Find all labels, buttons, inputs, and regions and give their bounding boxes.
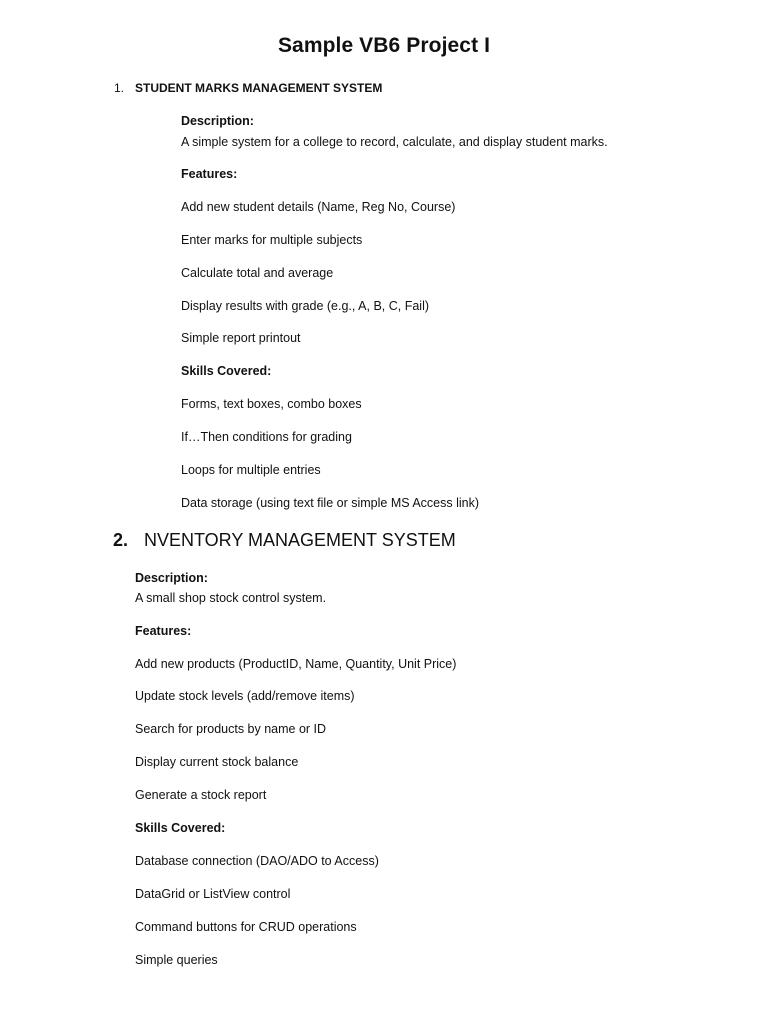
section-2-skill-item: Command buttons for CRUD operations <box>135 920 357 934</box>
section-2-feature-item: Update stock levels (add/remove items) <box>135 689 355 703</box>
section-2-skill-item: DataGrid or ListView control <box>135 887 291 901</box>
section-1-skills-label: Skills Covered: <box>181 364 272 378</box>
section-2-feature-item: Search for products by name or ID <box>135 722 327 736</box>
section-1-skill-item: Loops for multiple entries <box>181 463 321 477</box>
section-2-feature-item: Display current stock balance <box>135 755 299 769</box>
section-1-feature-item: Add new student details (Name, Reg No, Course) <box>181 200 456 214</box>
section-1-feature-item: Simple report printout <box>181 331 301 345</box>
section-1-number: 1. <box>114 81 125 95</box>
section-2-description-text: A small shop stock control system. <box>135 591 327 605</box>
section-2-features-label: Features: <box>135 624 192 638</box>
section-2-number: 2. <box>113 530 129 550</box>
section-2-feature-item: Add new products (ProductID, Name, Quantity, Unit Price) <box>135 657 457 671</box>
section-2-skills-label: Skills Covered: <box>135 821 226 835</box>
section-1-description-text: A simple system for a college to record, calculate, and display student marks. <box>181 135 608 149</box>
section-1-feature-item: Calculate total and average <box>181 266 334 280</box>
section-2-heading: NVENTORY MANAGEMENT SYSTEM <box>144 530 456 550</box>
section-2-skill-item: Simple queries <box>135 953 218 967</box>
section-1-heading: STUDENT MARKS MANAGEMENT SYSTEM <box>135 81 383 95</box>
section-1-skill-item: Data storage (using text file or simple MS Access link) <box>181 496 480 510</box>
section-1-description-label: Description: <box>181 114 254 128</box>
section-1-skill-item: Forms, text boxes, combo boxes <box>181 397 362 411</box>
document-title: Sample VB6 Project I <box>277 34 491 57</box>
section-2-skill-item: Database connection (DAO/ADO to Access) <box>135 854 379 868</box>
section-2-description-label: Description: <box>135 571 208 585</box>
section-1-feature-item: Display results with grade (e.g., A, B, C, Fail) <box>181 299 430 313</box>
section-2-feature-item: Generate a stock report <box>135 788 267 802</box>
section-1-skill-item: If…Then conditions for grading <box>181 430 352 444</box>
section-1-feature-item: Enter marks for multiple subjects <box>181 233 363 247</box>
section-1-features-label: Features: <box>181 167 238 181</box>
